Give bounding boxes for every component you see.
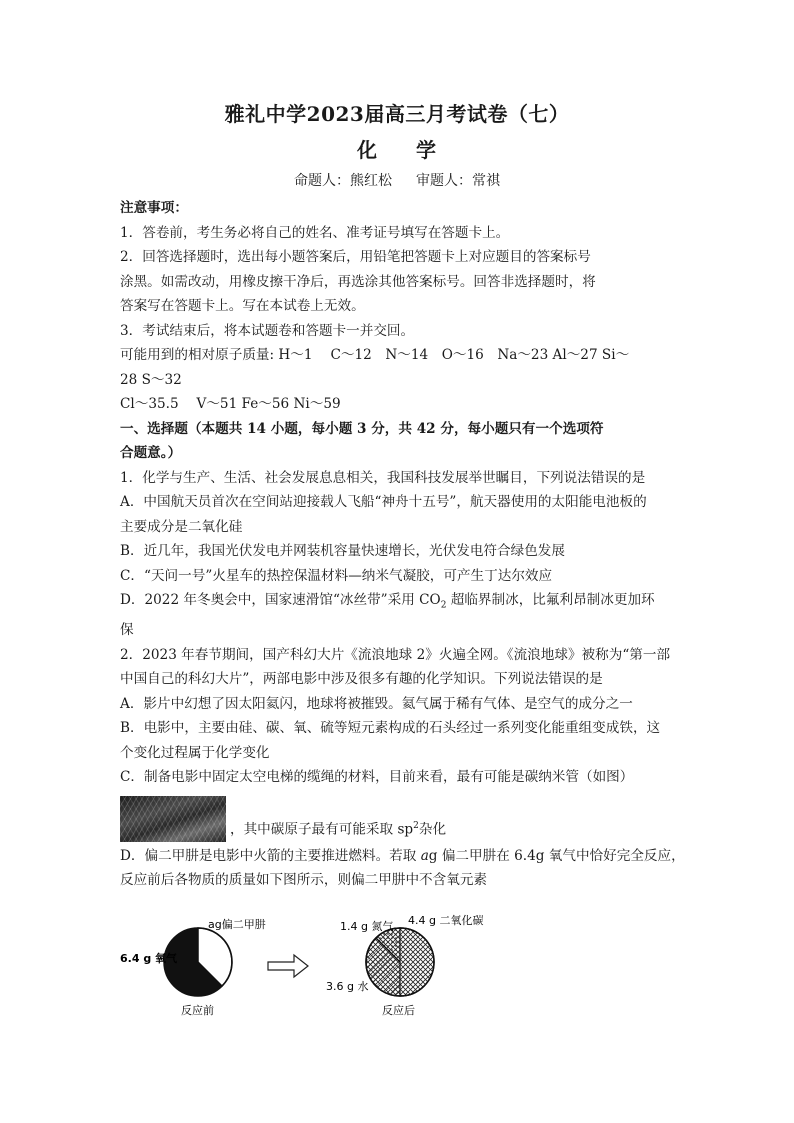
q2-option-c-line-1: C．制备电影中固定太空电梯的缆绳的材料，目前来看，最有可能是碳纳米管（如图）	[120, 769, 634, 786]
before-fuel-label: ag偏二甲肼	[208, 918, 266, 931]
after-caption: 反应后	[382, 1004, 415, 1017]
q1-option-b: B．近几年，我国光伏发电并网装机容量快速增长，光伏发电符合绿色发展	[120, 543, 565, 559]
q1-option-c: C．“天问一号”火星车的热控保温材料—纳米气凝胶，可产生丁达尔效应	[120, 567, 553, 584]
setter-name: 命题人：熊红松	[294, 173, 392, 189]
q2-option-d-line-1	[120, 844, 685, 869]
after-co2-label: 4.4 g 二氧化碳	[408, 914, 484, 927]
q2-option-d-line-2: 反应前后各物质的质量如下图所示，则偏二甲肼中不含氧元素	[120, 872, 488, 889]
q1-option-d-subscript: 2	[440, 600, 447, 611]
notice-item-1: 1．答卷前，考生务必将自己的姓名、准考证号填写在答题卡上。	[120, 224, 510, 241]
after-pie-chart	[366, 928, 434, 996]
notice-item-2-line-2: 涂黑。如需改动，用橡皮擦干净后，再选涂其他答案标号。回答非选择题时，将	[120, 273, 596, 290]
before-oxygen-label: 6.4 g 氧气	[120, 952, 178, 965]
notice-item-2-line-1: 2．回答选择题时，选出每小题答案后，用铅笔把答题卡上对应题目的答案标号	[120, 249, 591, 265]
notice-heading: 注意事项：	[120, 200, 188, 216]
subject-char-1: 化	[357, 138, 378, 162]
atomic-masses-line-2: 28 S～32	[120, 371, 182, 388]
atomic-masses-line-1: 可能用到的相对原子质量: H～1 C～12 N～14 O～16 Na～23 Al～27 Si～	[120, 347, 630, 363]
subject-char-2: 学	[416, 138, 437, 162]
subject-title	[0, 134, 794, 163]
reaction-arrow-icon	[268, 955, 308, 977]
section-heading-line-1: 一、选择题（本题共 14 小题，每小题 3 分，共 42 分，每小题只有一个选项符	[120, 420, 604, 437]
before-caption: 反应前	[181, 1004, 214, 1017]
q2-option-c-line-2	[120, 792, 676, 842]
notice-item-2-line-3: 答案写在答题卡上。写在本试卷上无效。	[120, 298, 365, 314]
after-n2-label: 1.4 g 氮气	[340, 920, 394, 933]
q2-option-c-text-pre: ，其中碳原子最有可能采取 sp	[230, 821, 414, 838]
q2-stem-line-2: 中国自己的科幻大片”，两部电影中涉及很多有趣的化学知识。下列说法错误的是	[120, 671, 603, 688]
q2-option-a: A．影片中幻想了因太阳氦闪，地球将被摧毁。氦气属于稀有气体、是空气的成分之一	[120, 695, 633, 712]
q2-option-d-pre: D．偏二甲肼是电影中火箭的主要推进燃料。若取	[120, 847, 421, 864]
q1-option-a-line-1: A．中国航天员首次在空间站迎接载人飞船“神舟十五号”，航天器使用的太阳能电池板的	[120, 494, 647, 510]
q2-option-b-line-2: 个变化过程属于化学变化	[120, 744, 270, 761]
reviewer-name: 审题人：常祺	[416, 173, 500, 189]
q2-option-d-post: g 偏二甲肼在 6.4g 氧气中恰好完全反应，	[428, 847, 685, 864]
q2-option-c-superscript: 2	[413, 820, 419, 831]
section-heading-line-2: 合题意。）	[120, 445, 182, 461]
q1-option-a-line-2: 主要成分是二氧化硅	[120, 518, 243, 535]
reaction-mass-diagram	[118, 912, 678, 1022]
q1-option-d-post: 超临界制冰，比氟利昂制冰更加环	[446, 592, 655, 608]
q1-option-d-line-2: 保	[120, 622, 134, 639]
q1-option-d-line-1	[120, 588, 676, 618]
atomic-masses-line-3: Cl～35.5 V～51 Fe～56 Ni～59	[120, 396, 341, 412]
notice-item-3: 3．考试结束后，将本试题卷和答题卡一并交回。	[120, 322, 415, 339]
q2-option-d-variable: a	[420, 847, 429, 864]
q2-stem-line-1: 2．2023 年春节期间，国产科幻大片《流浪地球 2》火遍全网。《流浪地球》被称为“第一部	[120, 646, 671, 663]
q2-option-c-text-post: 杂化	[418, 821, 447, 838]
q2-option-b-line-1: B．电影中，主要由硅、碳、氧、硫等短元素构成的石头经过一系列变化能重组变成铁，这	[120, 720, 661, 737]
carbon-nanotube-image	[120, 796, 226, 842]
after-water-label: 3.6 g 水	[326, 980, 369, 993]
q1-option-d-pre: D．2022 年冬奥会中，国家速滑馆“冰丝带”采用 CO	[120, 592, 441, 608]
authors-line	[0, 170, 794, 190]
exam-title: 雅礼中学2023届高三月考试卷（七）	[224, 102, 570, 126]
exam-body	[120, 196, 685, 893]
q1-stem: 1．化学与生产、生活、社会发展息息相关，我国科技发展举世瞩目，下列说法错误的是	[120, 469, 646, 486]
